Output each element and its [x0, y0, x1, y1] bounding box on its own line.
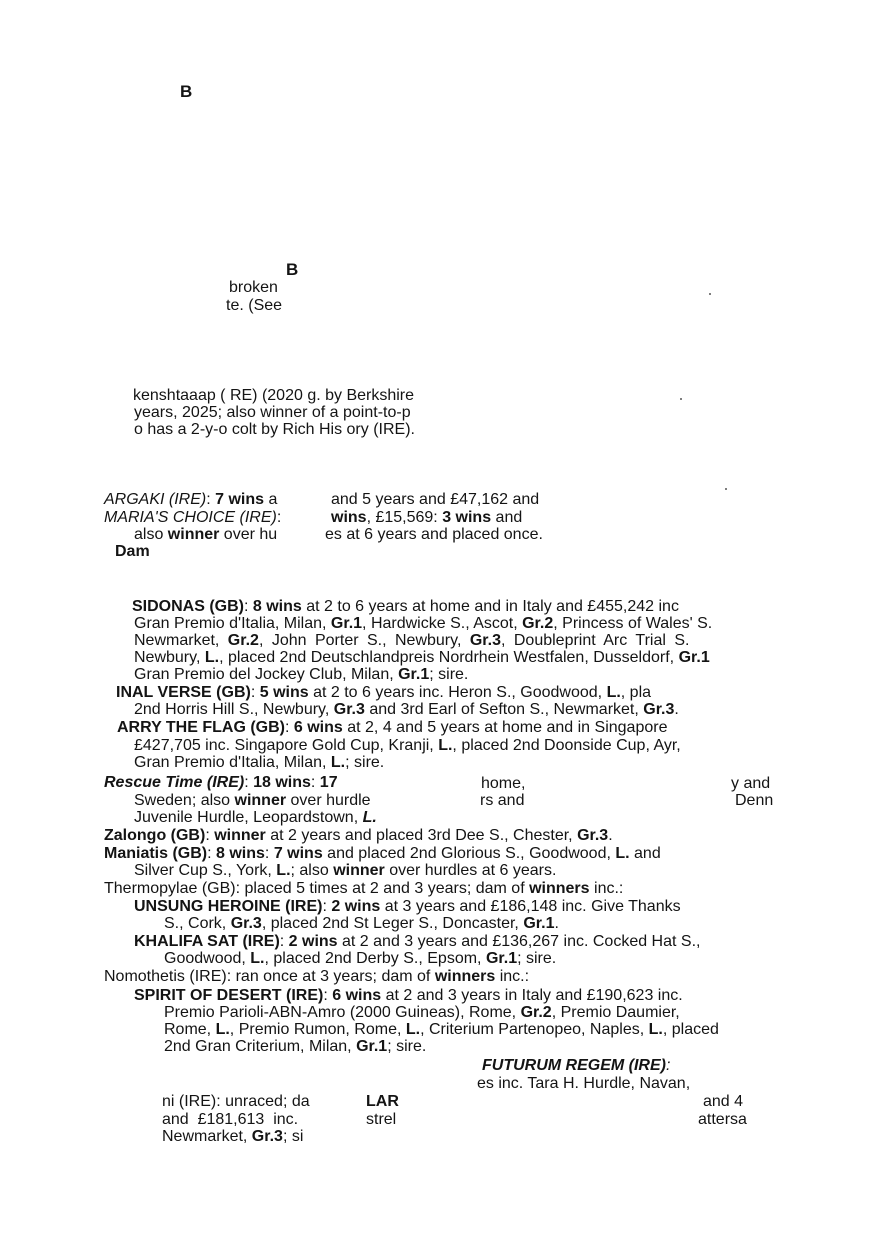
unsung-line-2: S., Cork, Gr.3, placed 2nd St Leger S., Doncaster, Gr.1.: [164, 915, 559, 932]
argaki-right: and 5 years and £47,162 and: [331, 491, 540, 508]
rescue-line-1: Rescue Time (IRE): 18 wins: 17: [104, 774, 338, 791]
dam-heading: Dam: [115, 543, 150, 560]
unsung-line-1: UNSUNG HEROINE (IRE): 2 wins at 3 years and £186,148 inc. Give Thanks: [134, 898, 681, 915]
futurum-line-2: es inc. Tara H. Hurdle, Navan,: [477, 1075, 691, 1092]
unsung-name: UNSUNG HEROINE (IRE): [134, 898, 323, 915]
spirit-line-2: Premio Parioli-ABN-Amro (2000 Guineas), Rome, Gr.2, Premio Daumier,: [164, 1004, 680, 1021]
para1-line-1: kenshtaaap ( RE) (2020 g. by Berkshire: [133, 387, 415, 404]
rescue-line-2: Sweden; also winner over hurdle: [134, 792, 371, 809]
zalongo-line: Zalongo (GB): winner at 2 years and placed 3rd Dee S., Chester, Gr.3.: [104, 827, 613, 844]
thermopylae-line: Thermopylae (GB): placed 5 times at 2 and 3 years; dam of winners inc.:: [104, 880, 624, 897]
argaki-line: ARGAKI (IRE): 7 wins a: [104, 491, 278, 508]
futurum-line-1: FUTURUM REGEM (IRE):: [482, 1057, 671, 1074]
rescue-rsand: rs and: [480, 792, 525, 809]
spirit-line-3: Rome, L., Premio Rumon, Rome, L., Criterium Partenopeo, Naples, L., placed: [164, 1021, 719, 1038]
argaki-name: ARGAKI (IRE): [104, 491, 207, 508]
nomothetis-line: Nomothetis (IRE): ran once at 3 years; dam of winners inc.:: [104, 968, 530, 985]
rescue-name: Rescue Time (IRE): [104, 774, 245, 791]
rescue-line-3: Juvenile Hurdle, Leopardstown, L.: [134, 809, 377, 826]
maniatis-line-2: Silver Cup S., York, L.; also winner over hurdles at 6 years.: [134, 862, 557, 879]
futurum-name: FUTURUM REGEM (IRE): [482, 1057, 666, 1074]
maniatis-line-1: Maniatis (GB): 8 wins: 7 wins and placed 2nd Glorious S., Goodwood, L. and: [104, 845, 661, 862]
inal-line-1: INAL VERSE (GB): 5 wins at 2 to 6 years inc. Heron S., Goodwood, L., pla: [116, 684, 652, 701]
rescue-yand: y and: [731, 775, 771, 792]
sidonas-line-3: Newmarket, Gr.2, John Porter S., Newbury, Gr.3, Doubleprint Arc Trial S.: [134, 632, 690, 649]
also-right: es at 6 years and placed once.: [325, 526, 543, 543]
sidonas-line-4: Newbury, L., placed 2nd Deutschlandpreis Nordrhein Westfalen, Dusseldorf, Gr.1: [134, 649, 710, 666]
inal-line-2: 2nd Horris Hill S., Newbury, Gr.3 and 3rd Earl of Sefton S., Newmarket, Gr.3.: [134, 701, 679, 718]
maria-line: MARIA'S CHOICE (IRE):: [104, 509, 282, 526]
heading-initial-b-2: B: [286, 260, 299, 279]
arry-line-2: £427,705 inc. Singapore Gold Cup, Kranji, L., placed 2nd Doonside Cup, Ayr,: [134, 737, 681, 754]
spirit-name: SPIRIT OF DESERT (IRE): [134, 987, 324, 1004]
speck: [725, 488, 727, 490]
maria-name: MARIA'S CHOICE (IRE): [104, 509, 277, 526]
also-line: also winner over hu: [134, 526, 278, 543]
khalifa-line-1: KHALIFA SAT (IRE): 2 wins at 2 and 3 years and £136,267 inc. Cocked Hat S.,: [134, 933, 701, 950]
sidonas-line-2: Gran Premio d'Italia, Milan, Gr.1, Hardwicke S., Ascot, Gr.2, Princess of Wales' S.: [134, 615, 713, 632]
fragment-broken: broken: [229, 279, 278, 296]
arry-name: ARRY THE FLAG (GB): [117, 719, 285, 736]
rescue-denn: Denn: [735, 792, 774, 809]
sidonas-name: SIDONAS (GB): [132, 598, 244, 615]
rescue-home: home,: [481, 775, 526, 792]
spirit-line-1: SPIRIT OF DESERT (IRE): 6 wins at 2 and 3 years in Italy and £190,623 inc.: [134, 987, 683, 1004]
arry-line-3: Gran Premio d'Italia, Milan, L.; sire.: [134, 754, 385, 771]
inal-name: INAL VERSE (GB): [116, 684, 251, 701]
zalongo-name: Zalongo (GB): [104, 827, 206, 844]
spirit-line-4: 2nd Gran Criterium, Milan, Gr.1; sire.: [164, 1038, 427, 1055]
bottom-line-1: ni (IRE): unraced; da: [162, 1093, 310, 1110]
bottom-line-2: and £181,613 inc.: [162, 1111, 299, 1128]
arry-line-1: ARRY THE FLAG (GB): 6 wins at 2, 4 and 5 years at home and in Singapore: [117, 719, 668, 736]
para1-line-3: o has a 2-y-o colt by Rich His ory (IRE).: [134, 421, 415, 438]
maria-right: wins, £15,569: 3 wins and: [331, 509, 523, 526]
bottom-lar: LAR: [366, 1093, 399, 1110]
fragment-see: te. (See: [226, 297, 283, 314]
bottom-strel: strel: [366, 1111, 397, 1128]
speck: [709, 293, 711, 295]
khalifa-line-2: Goodwood, L., placed 2nd Derby S., Epsom, Gr.1; sire.: [164, 950, 557, 967]
sidonas-line-1: SIDONAS (GB): 8 wins at 2 to 6 years at home and in Italy and £455,242 inc: [132, 598, 679, 615]
bottom-attersa: attersa: [698, 1111, 747, 1128]
speck: [680, 398, 682, 400]
sidonas-line-5: Gran Premio del Jockey Club, Milan, Gr.1; sire.: [134, 666, 469, 683]
heading-initial-b: B: [180, 82, 193, 101]
bottom-and4: and 4: [703, 1093, 744, 1110]
maniatis-name: Maniatis (GB): [104, 845, 208, 862]
para1-line-2: years, 2025; also winner of a point-to-p: [134, 404, 411, 421]
bottom-line-3: Newmarket, Gr.3; si: [162, 1128, 304, 1145]
khalifa-name: KHALIFA SAT (IRE): [134, 933, 280, 950]
